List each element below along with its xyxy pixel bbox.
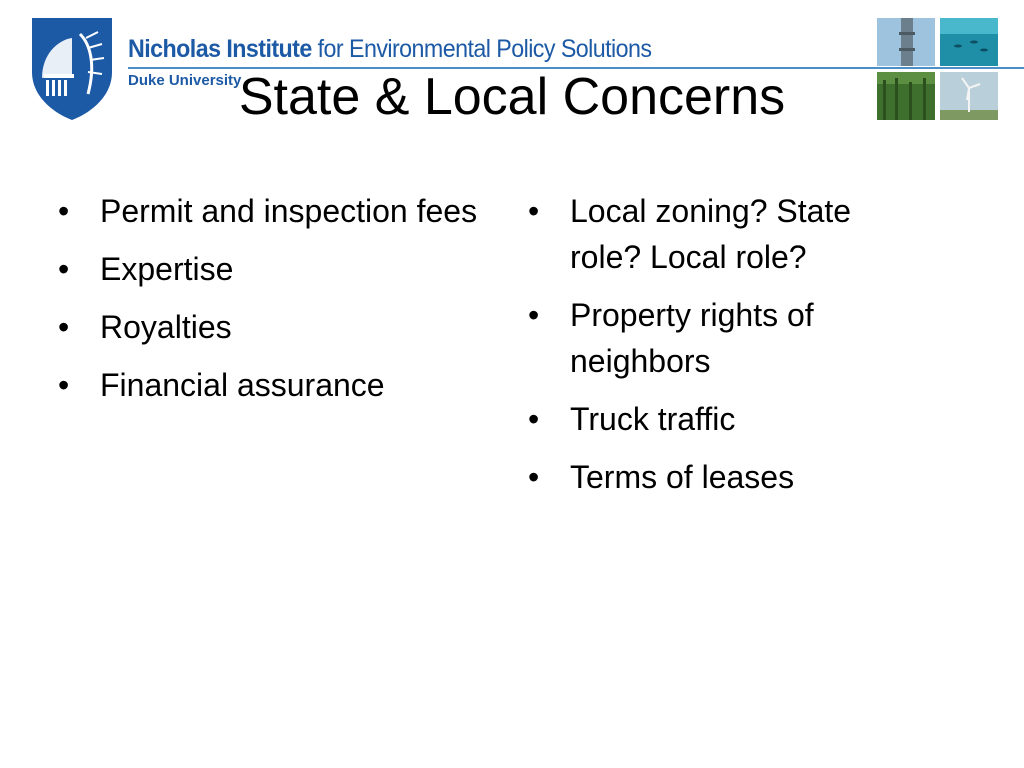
bullet-icon: • [58,251,70,287]
bullet-icon: • [58,367,70,403]
org-subtitle: Duke University [128,72,242,89]
list-item: • Permit and inspection fees [58,188,478,234]
bullet-icon: • [58,193,70,229]
list-item: • Terms of leases [528,454,908,500]
list-item: • Financial assurance [58,362,478,408]
list-item: • Royalties [58,304,478,350]
ocean-fish-photo-icon [940,18,998,66]
list-item: • Expertise [58,246,478,292]
org-title: Nicholas Institute for Environmental Policy Solutions [128,35,652,63]
bullet-icon: • [528,297,540,333]
slide-title: State & Local Concerns [238,68,786,126]
bullet-icon: • [528,401,540,437]
list-item: • Truck traffic [528,396,908,442]
list-item: • Property rights of neighbors [528,292,908,384]
smokestack-photo-icon [877,18,935,66]
list-item: • Local zoning? State role? Local role? [528,188,908,280]
right-bullet-list [528,188,908,512]
bullet-icon: • [528,193,540,229]
bullet-icon: • [58,309,70,345]
left-bullet-list [58,188,478,420]
bullet-icon: • [528,459,540,495]
